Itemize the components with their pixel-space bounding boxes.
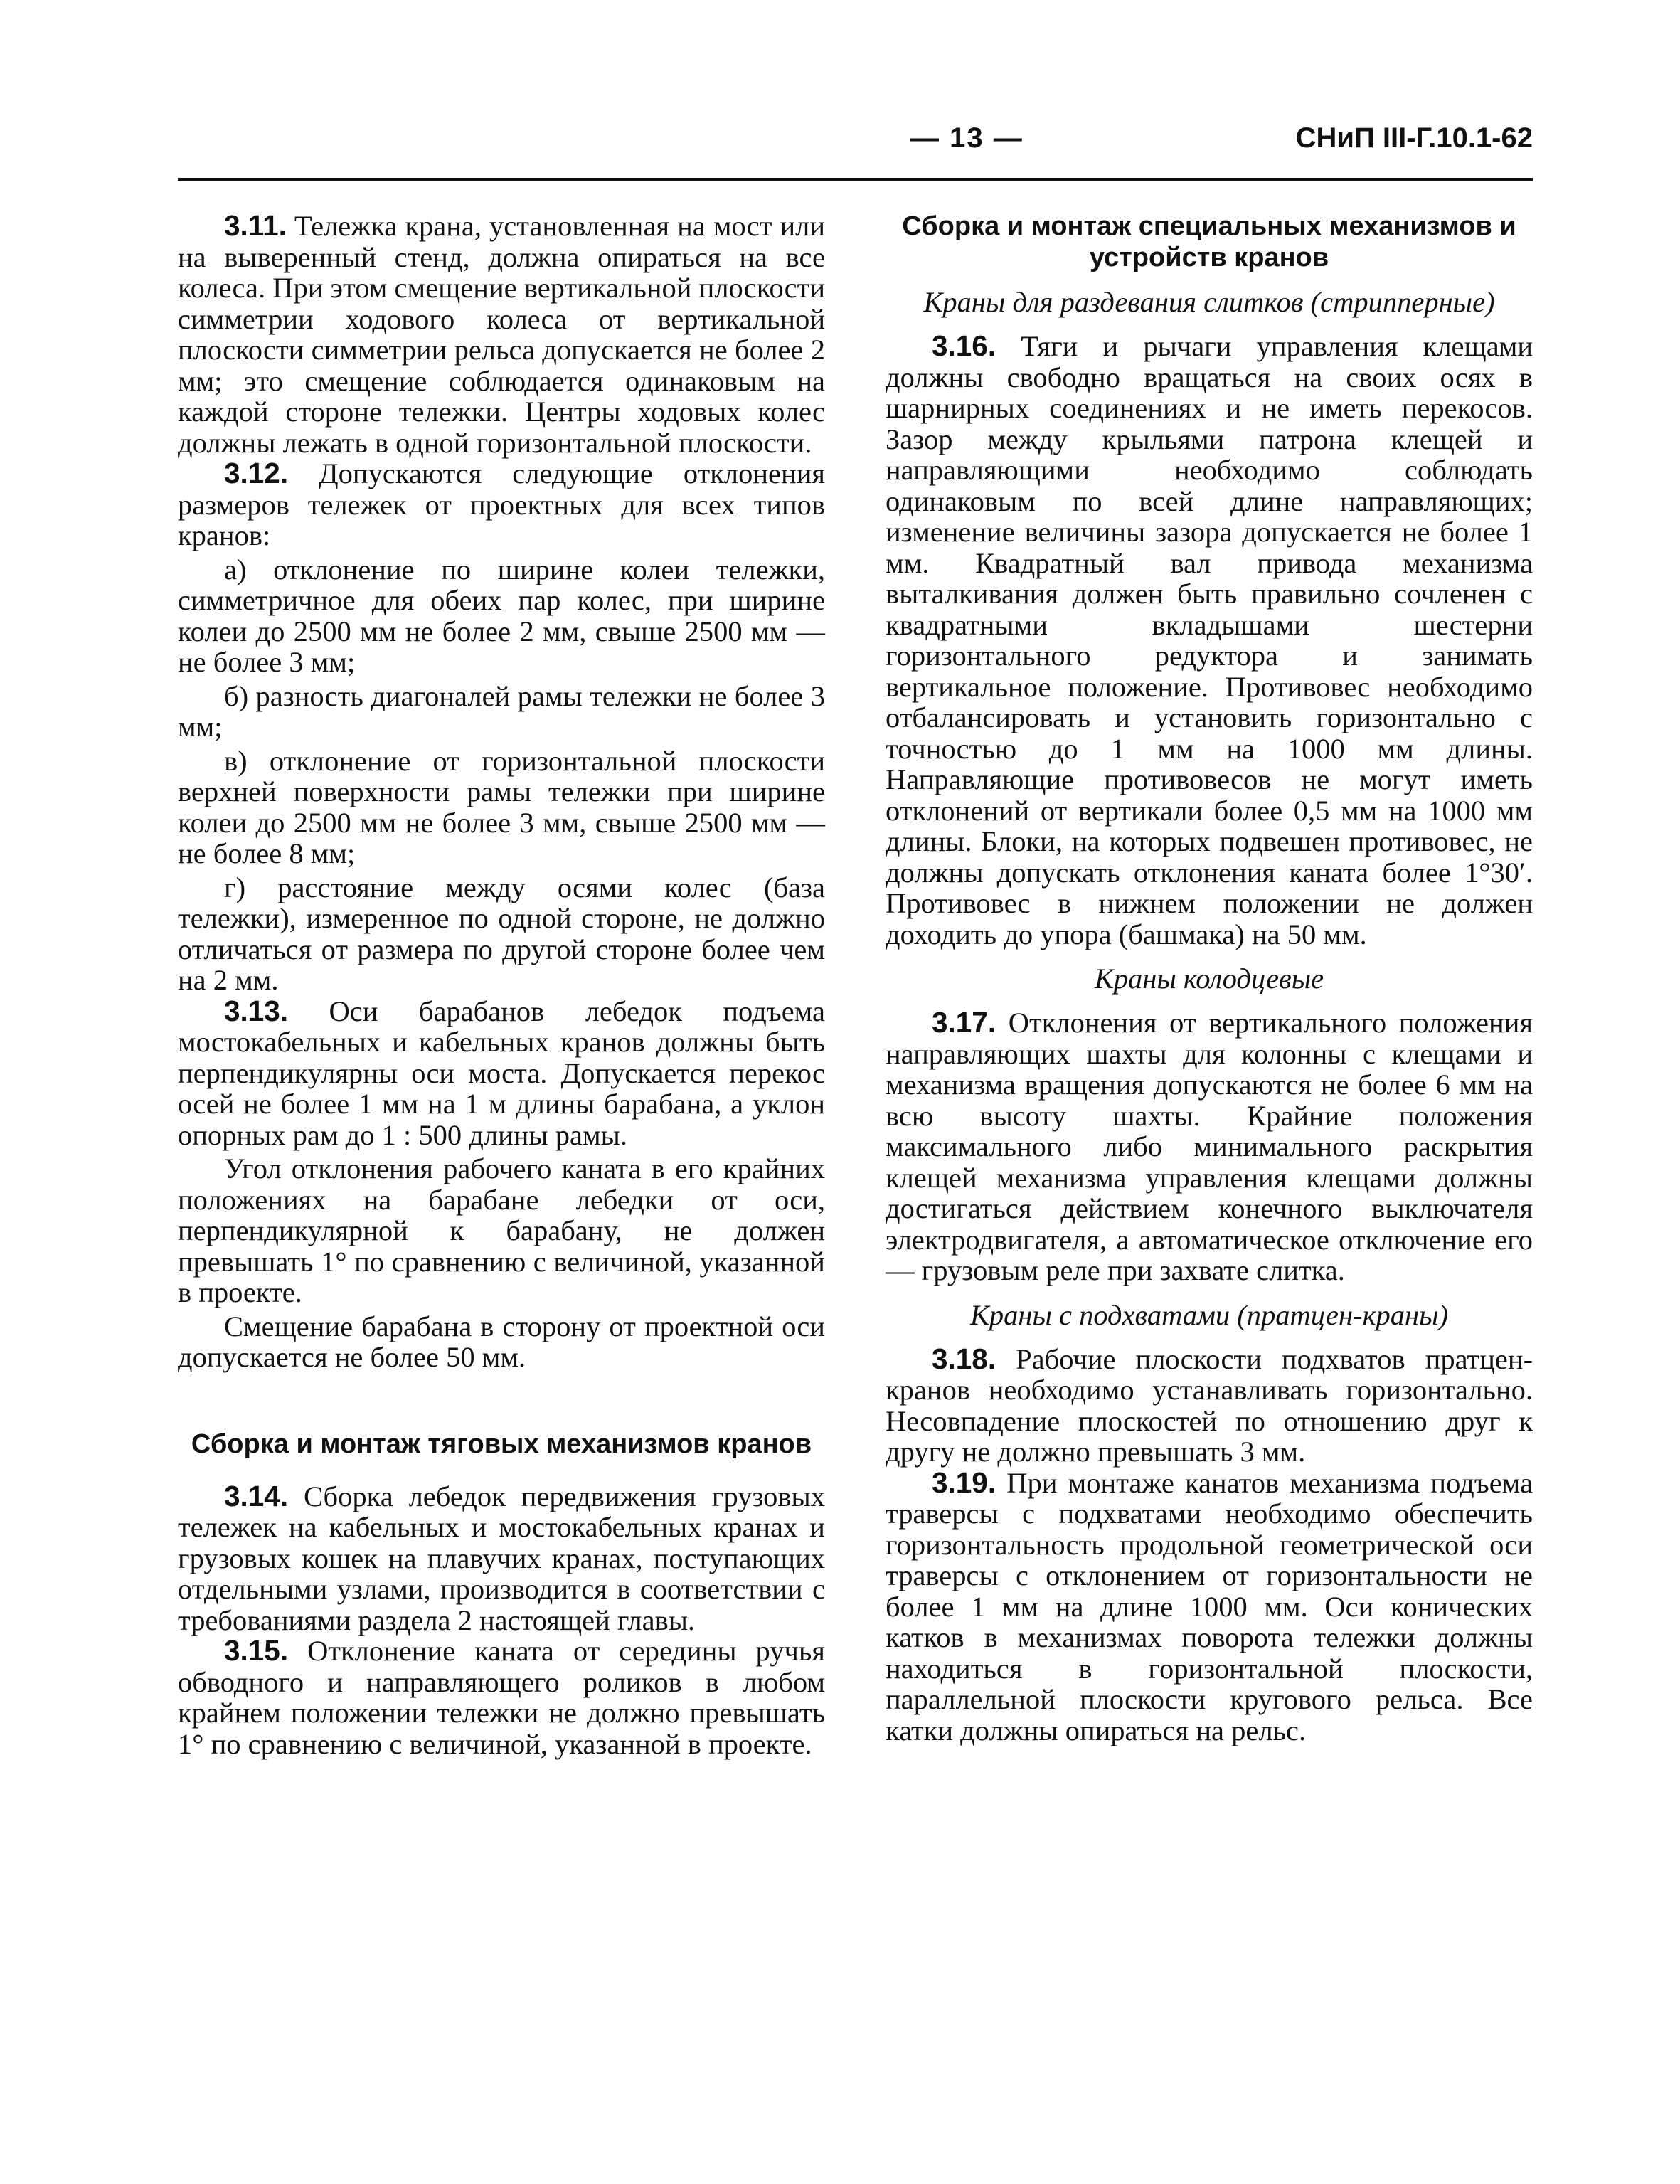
clause-number: 3.18.	[932, 1342, 996, 1375]
clause-3-14	[178, 1481, 825, 1636]
clause-3-19	[886, 1465, 1533, 1746]
clause-number: 3.16.	[932, 329, 996, 362]
clause-text: Сборка лебедок передвижения грузовых тележек на кабельных и мостокабельных кранах и грузовых кошек на плавучих кранах, поступающих отдельными узлами, производится в соответствии с требованиями раздела 2 настоящей главы.	[178, 1480, 826, 1636]
clause-text: Тяги и рычаги управления клещами должны свободно вращаться на своих осях в шарнирных соединениях и не иметь перекосов. Зазор между крыльями патрона клещей и направляющими необходимо соблюдать одинаковым по всей длине направляющих; изменение величины зазора допускается не более 1 мм. Квадратный вал привода механизма выталкивания должен быть правильно сочленен с квадратными вкладышами шестерни горизонтального редуктора и занимать вертикальное положение. Противовес необходимо отбалансировать и установить горизонтально с точностью до 1 мм на 1000 мм длины. Направляющие противовесов не могут иметь отклонений от вертикали более 0,5 мм на 1000 мм длины. Блоки, на которых подвешен противовес, не должны допускать отклонения каната более 1°30′. Противовес в нижнем положении не должен доходить до упора (башмака) на 50 мм.	[886, 330, 1533, 950]
clause-3-12-b: б) разность диагоналей рамы тележки не более 3 мм;	[178, 679, 825, 743]
clause-number: 3.13.	[224, 994, 289, 1027]
clause-3-12	[178, 458, 825, 551]
clause-3-18	[886, 1344, 1533, 1468]
document-code: СНиП III-Г.10.1-62	[1295, 122, 1533, 154]
subsection-pratzen: Краны с подхватами (пратцен-краны)	[969, 1298, 1449, 1331]
clause-3-12-c: в) отклонение от горизонтальной плоскости верхней поверхности рамы тележки при ширине колеи до 2500 мм не более 3 мм, свыше 2500 мм — не более 8 мм;	[178, 744, 825, 869]
header-rule	[178, 178, 1533, 181]
clause-text: При монтаже канатов механизма подъема траверсы с подхватами необходимо обеспечить горизонтальность продольной геометрической оси траверсы с отклонением от горизонтальности не более 1 мм на длине 1000 мм. Оси конических катков в механизмах поворота тележки должны находиться в горизонтальной плоскости, параллельной плоскости кругового рельса. Все катки должны опираться на рельс.	[886, 1466, 1533, 1746]
section-title-traction: Сборка и монтаж тяговых механизмов кранов	[191, 1428, 812, 1459]
clause-text: Отклонения от вертикального положения направляющих шахты для колонны с клещами и механизма вращения допускаются не более 6 мм на всю высоту шахты. Крайние положения максимального либо минимального раскрытия клещей механизма управления клещами должны достигаться действием конечного выключателя электродвигателя, а автоматическое отключение его — грузовым реле при захвате слитка.	[886, 1007, 1533, 1286]
page-number: — 13 —	[910, 122, 1024, 154]
page-header	[178, 122, 1533, 186]
clause-3-13-paragraph-3: Смещение барабана в сторону от проектной оси допускается не более 50 мм.	[178, 1310, 825, 1373]
clause-text: Отклонение каната от середины ручья обводного и направляющего роликов в любом крайнем положении тележки не должно превышать 1° по сравнению с величиной, указанной в проекте.	[178, 1635, 825, 1760]
clause-number: 3.17.	[932, 1006, 996, 1039]
right-column	[886, 211, 1533, 1746]
subsection-well: Краны колодцевые	[1094, 963, 1324, 995]
clause-text: Рабочие плоскости подхватов пратцен-кранов необходимо устанавливать горизонтально. Несовпадение плоскостей по отношению друг к другу не должно превышать 3 мм.	[886, 1342, 1533, 1468]
clause-number: 3.19.	[932, 1465, 996, 1499]
clause-3-12-a: а) отклонение по ширине колеи тележки, симметричное для обеих пар колес, при ширине колеи до 2500 мм не более 2 мм, свыше 2500 мм — не более 3 мм;	[178, 553, 825, 678]
clause-3-15	[178, 1636, 825, 1759]
clause-number: 3.12.	[224, 457, 289, 489]
clause-number: 3.14.	[224, 1479, 289, 1512]
section-title-special: Сборка и монтаж специальных механизмов и устройств кранов	[902, 211, 1516, 272]
clause-3-13	[178, 996, 825, 1151]
clause-3-13-paragraph-2: Угол отклонения рабочего каната в его крайних положениях на барабане лебедки от оси, перпендикулярной к барабану, не должен превышать 1° по сравнению с величиной, указанной в проекте.	[178, 1152, 825, 1308]
clause-number: 3.11.	[224, 209, 287, 242]
clause-text: Допускаются следующие отклонения размеров тележек от проектных для всех типов кранов:	[178, 457, 826, 551]
clause-text: Оси барабанов лебедок подъема мостокабельных и кабельных кранов должны быть перпендикулярны оси моста. Допускается перекос осей не более 1 мм на 1 м длины барабана, а уклон опорных рам до 1 : 500 длины рамы.	[178, 995, 825, 1151]
subsection-stripper: Краны для раздевания слитков (стрипперные)	[923, 286, 1495, 318]
clause-3-12-d: г) расстояние между осями колес (база тележки), измеренное по одной стороне, не должно отличаться от размера по другой стороне более чем на 2 мм.	[178, 871, 825, 996]
clause-text: Тележка крана, установленная на мост или на выверенный стенд, должна опираться на все колеса. При этом смещение вертикальной плоскости симметрии ходового колеса от вертикальной плоскости симметрии рельса допускается не более 2 мм; это смещение соблюдается одинаковым на каждой стороне тележки. Центры ходовых колес должны лежать в одной горизонтальной плоскости.	[178, 210, 825, 459]
clause-3-17	[886, 1007, 1533, 1286]
clause-3-16	[886, 331, 1533, 950]
clause-3-11	[178, 211, 825, 458]
left-column	[178, 211, 825, 1759]
clause-number: 3.15.	[224, 1634, 289, 1667]
